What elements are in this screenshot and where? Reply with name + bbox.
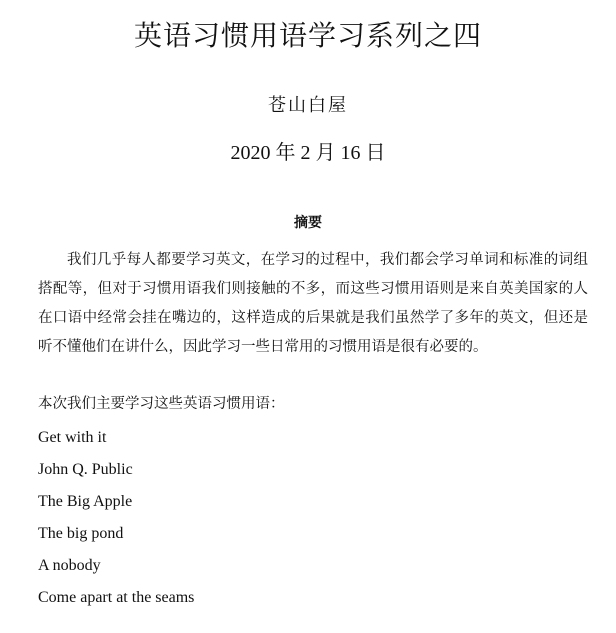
idiom-item: Get with it	[38, 429, 107, 446]
idiom-item: Come apart at the seams	[38, 589, 195, 606]
abstract-heading: 摘要	[294, 215, 322, 231]
author-name: 苍山白屋	[268, 95, 348, 116]
idiom-intro-line: 本次我们主要学习这些英语习惯用语：	[38, 396, 285, 412]
idiom-item: The big pond	[38, 525, 124, 542]
document-title: 英语习惯用语学习系列之四	[133, 19, 482, 52]
document-date: 2020 年 2 月 16 日	[230, 142, 386, 164]
abstract-paragraph: 我们几乎每人都要学习英文，在学习的过程中，我们都会学习单词和标准的词组搭配等，但对于习惯用语我们则接触的不多，而这些习惯用语则是来自英美国家的人在口语中经常会挂在嘴边的，这样造成的后果就是我们虽然学了多年的英文，但还是听不懂他们在讲什么，因此学习一些日常用的习惯用语是很有必要的。	[38, 252, 588, 355]
idiom-item: The Big Apple	[38, 493, 133, 510]
idiom-list	[38, 424, 194, 616]
idiom-item: A nobody	[38, 557, 101, 574]
idiom-item: John Q. Public	[38, 461, 133, 478]
